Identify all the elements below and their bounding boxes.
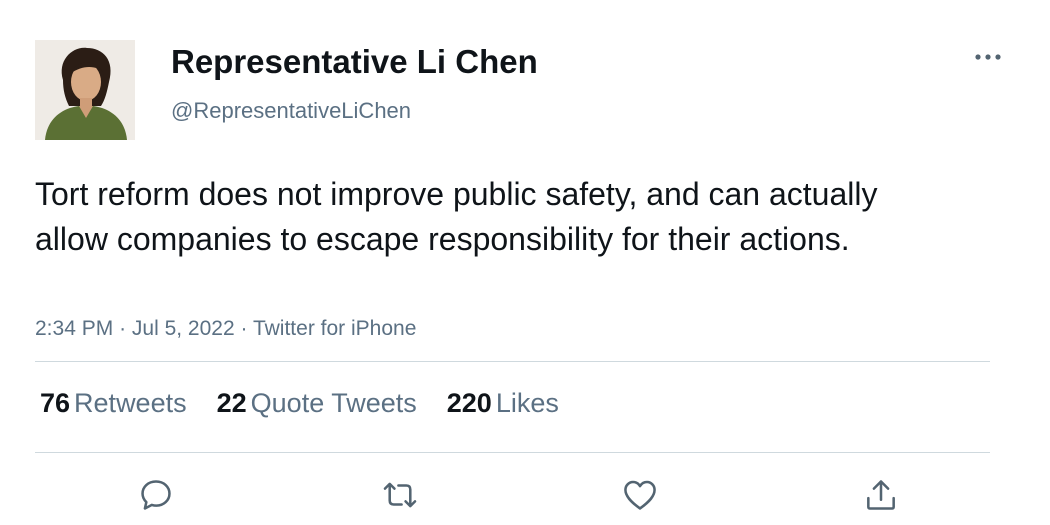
likes-count: 220 [446,388,492,418]
retweets-stat[interactable] [40,388,187,419]
more-options-button[interactable] [972,47,1004,67]
like-button[interactable] [620,475,660,515]
quote-tweets-label: Quote Tweets [250,388,417,418]
share-button[interactable] [861,475,901,515]
separator: · [240,317,248,340]
reply-button[interactable] [136,475,176,515]
tweet-metadata [35,317,416,341]
tweet-time[interactable]: 2:34 PM [35,317,114,340]
more-dots-icon [974,53,1002,61]
engagement-stats [40,388,559,419]
tweet-source[interactable]: Twitter for iPhone [252,317,417,340]
retweet-icon [381,476,419,514]
avatar[interactable] [35,40,135,140]
divider [35,361,990,362]
retweets-label: Retweets [74,388,187,418]
divider [35,452,990,453]
user-handle[interactable]: @RepresentativeLiChen [171,98,412,123]
retweets-count: 76 [40,388,71,418]
quote-tweets-count: 22 [216,388,247,418]
display-name[interactable]: Representative Li Chen [171,43,538,80]
likes-label: Likes [495,388,559,418]
tweet-actions [0,475,1050,515]
retweet-button[interactable] [380,475,420,515]
separator: · [119,317,127,340]
heart-icon [621,476,659,514]
share-icon [862,476,900,514]
likes-stat[interactable] [447,388,559,419]
tweet-date[interactable]: Jul 5, 2022 [131,317,235,340]
reply-icon [137,476,175,514]
avatar-photo [35,40,135,140]
quote-tweets-stat[interactable] [217,388,417,419]
tweet-text: Tort reform does not improve public safety, and can actually allow companies to escape responsibility for their actions. [35,176,878,257]
